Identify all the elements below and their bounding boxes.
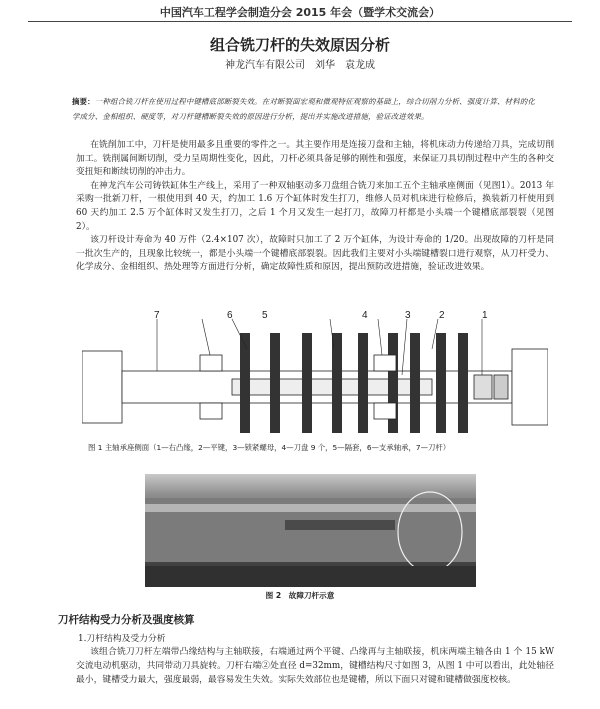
paragraph: 该组合铣刀刀杆左端带凸缘结构与主轴联接，右端通过两个平键、凸缘再与主轴联接，机床两端主轴各由 1 个 15 kW 交流电动机驱动，共同带动刀具旋转。刀杆右端②处直径 d=32mm，键槽结构尺寸如图 3，从图 1 中可以看出，此处轴径最小，键槽受力最大，强度最弱，最容易发生失效。实际失效部位也是键槽，所以下面只对键和键槽做强度校核。 <box>76 647 554 685</box>
paper-authors: 神龙汽车有限公司 刘华 袁龙成 <box>225 60 375 71</box>
callout-7: 7 <box>154 310 160 321</box>
callout-3: 3 <box>405 310 411 321</box>
figure-1-drawing <box>82 309 548 437</box>
paragraph: 在神龙汽车公司铸铁缸体生产线上，采用了一种双轴驱动多刀盘组合铣刀来加工五个主轴承座侧面（见图1）。2013 年采购一批新刀杆，一根使用到 40 天，约加工 1.6 万个缸体时发生打刀，维修人员对机床进行检修后，换装新刀杆使用到 60 天约加工 2.5 万个缸体时又发生打刀，之后 1 个月又发生一起打刀，故障刀杆都是小头端一个键槽底部裂裂（见图 2）。 <box>76 180 554 232</box>
conference-header: 中国汽车工程学会制造分会 2015 年会（暨学术交流会） <box>159 6 441 19</box>
figure-2-caption: 图 2 故障刀杆示意 <box>265 591 335 600</box>
failed-tool-rod-photo <box>145 474 476 587</box>
callout-2: 2 <box>439 310 445 321</box>
body-text <box>76 139 554 275</box>
abstract-text: 一种组合铣刀杆在使用过程中键槽底部断裂失效。在对断裂面宏观和微观特征观察的基础上，综合切削力分析、强度计算、材料的化学成分、金相组织、硬度等，对刀杆键槽断裂失效的原因进行分析，提出并实施改进措施，验证改进效果。 <box>72 97 536 121</box>
callout-1: 1 <box>482 310 488 321</box>
header-rule <box>28 21 572 22</box>
callout-6: 6 <box>227 310 233 321</box>
section-body <box>76 645 554 687</box>
paper-title: 组合铣刀杆的失效原因分析 <box>209 36 390 54</box>
section-title: 刀杆结构受力分析及强度核算 <box>58 614 195 626</box>
figure-2-photo <box>145 474 476 587</box>
paragraph: 在铣削加工中，刀杆是使用最多且重要的零件之一。其主要作用是连接刀盘和主轴，将机床动力传递给刀具，完成切削加工。铣削属间断切削，受力呈周期性变化，因此，刀杆必须具备足够的刚性和强度，来保证刀具切削过程中产生的各种交变扭矩和断续切削的冲击力。 <box>76 140 554 178</box>
abstract-label: 摘要： <box>72 97 95 106</box>
callout-5: 5 <box>262 310 268 321</box>
figure-1-caption: 图 1 主轴承座侧面（1—右凸缘，2—平键，3—锁紧螺母，4—刀盘 9 个，5—隔套，6—支承轴承，7—刀杆） <box>88 443 451 452</box>
subsection-title: 1.刀杆结构及受力分析 <box>78 634 166 644</box>
callout-4: 4 <box>362 310 368 321</box>
abstract <box>72 94 540 124</box>
paragraph: 该刀杆设计寿命为 40 万件（2.4×107 次），故障时只加工了 2 万个缸体，为设计寿命的 1/20。出现故障的刀杆是同一批次生产的，且现象比较统一，都是小头端一个键槽底部裂裂。因此我们主要对小头端键槽裂口进行观察，从刀杆受力、化学成分、金相组织、热处理等方面进行分析，确定故障性质和原因，提出预防改进措施，验证改进效果。 <box>76 235 554 273</box>
